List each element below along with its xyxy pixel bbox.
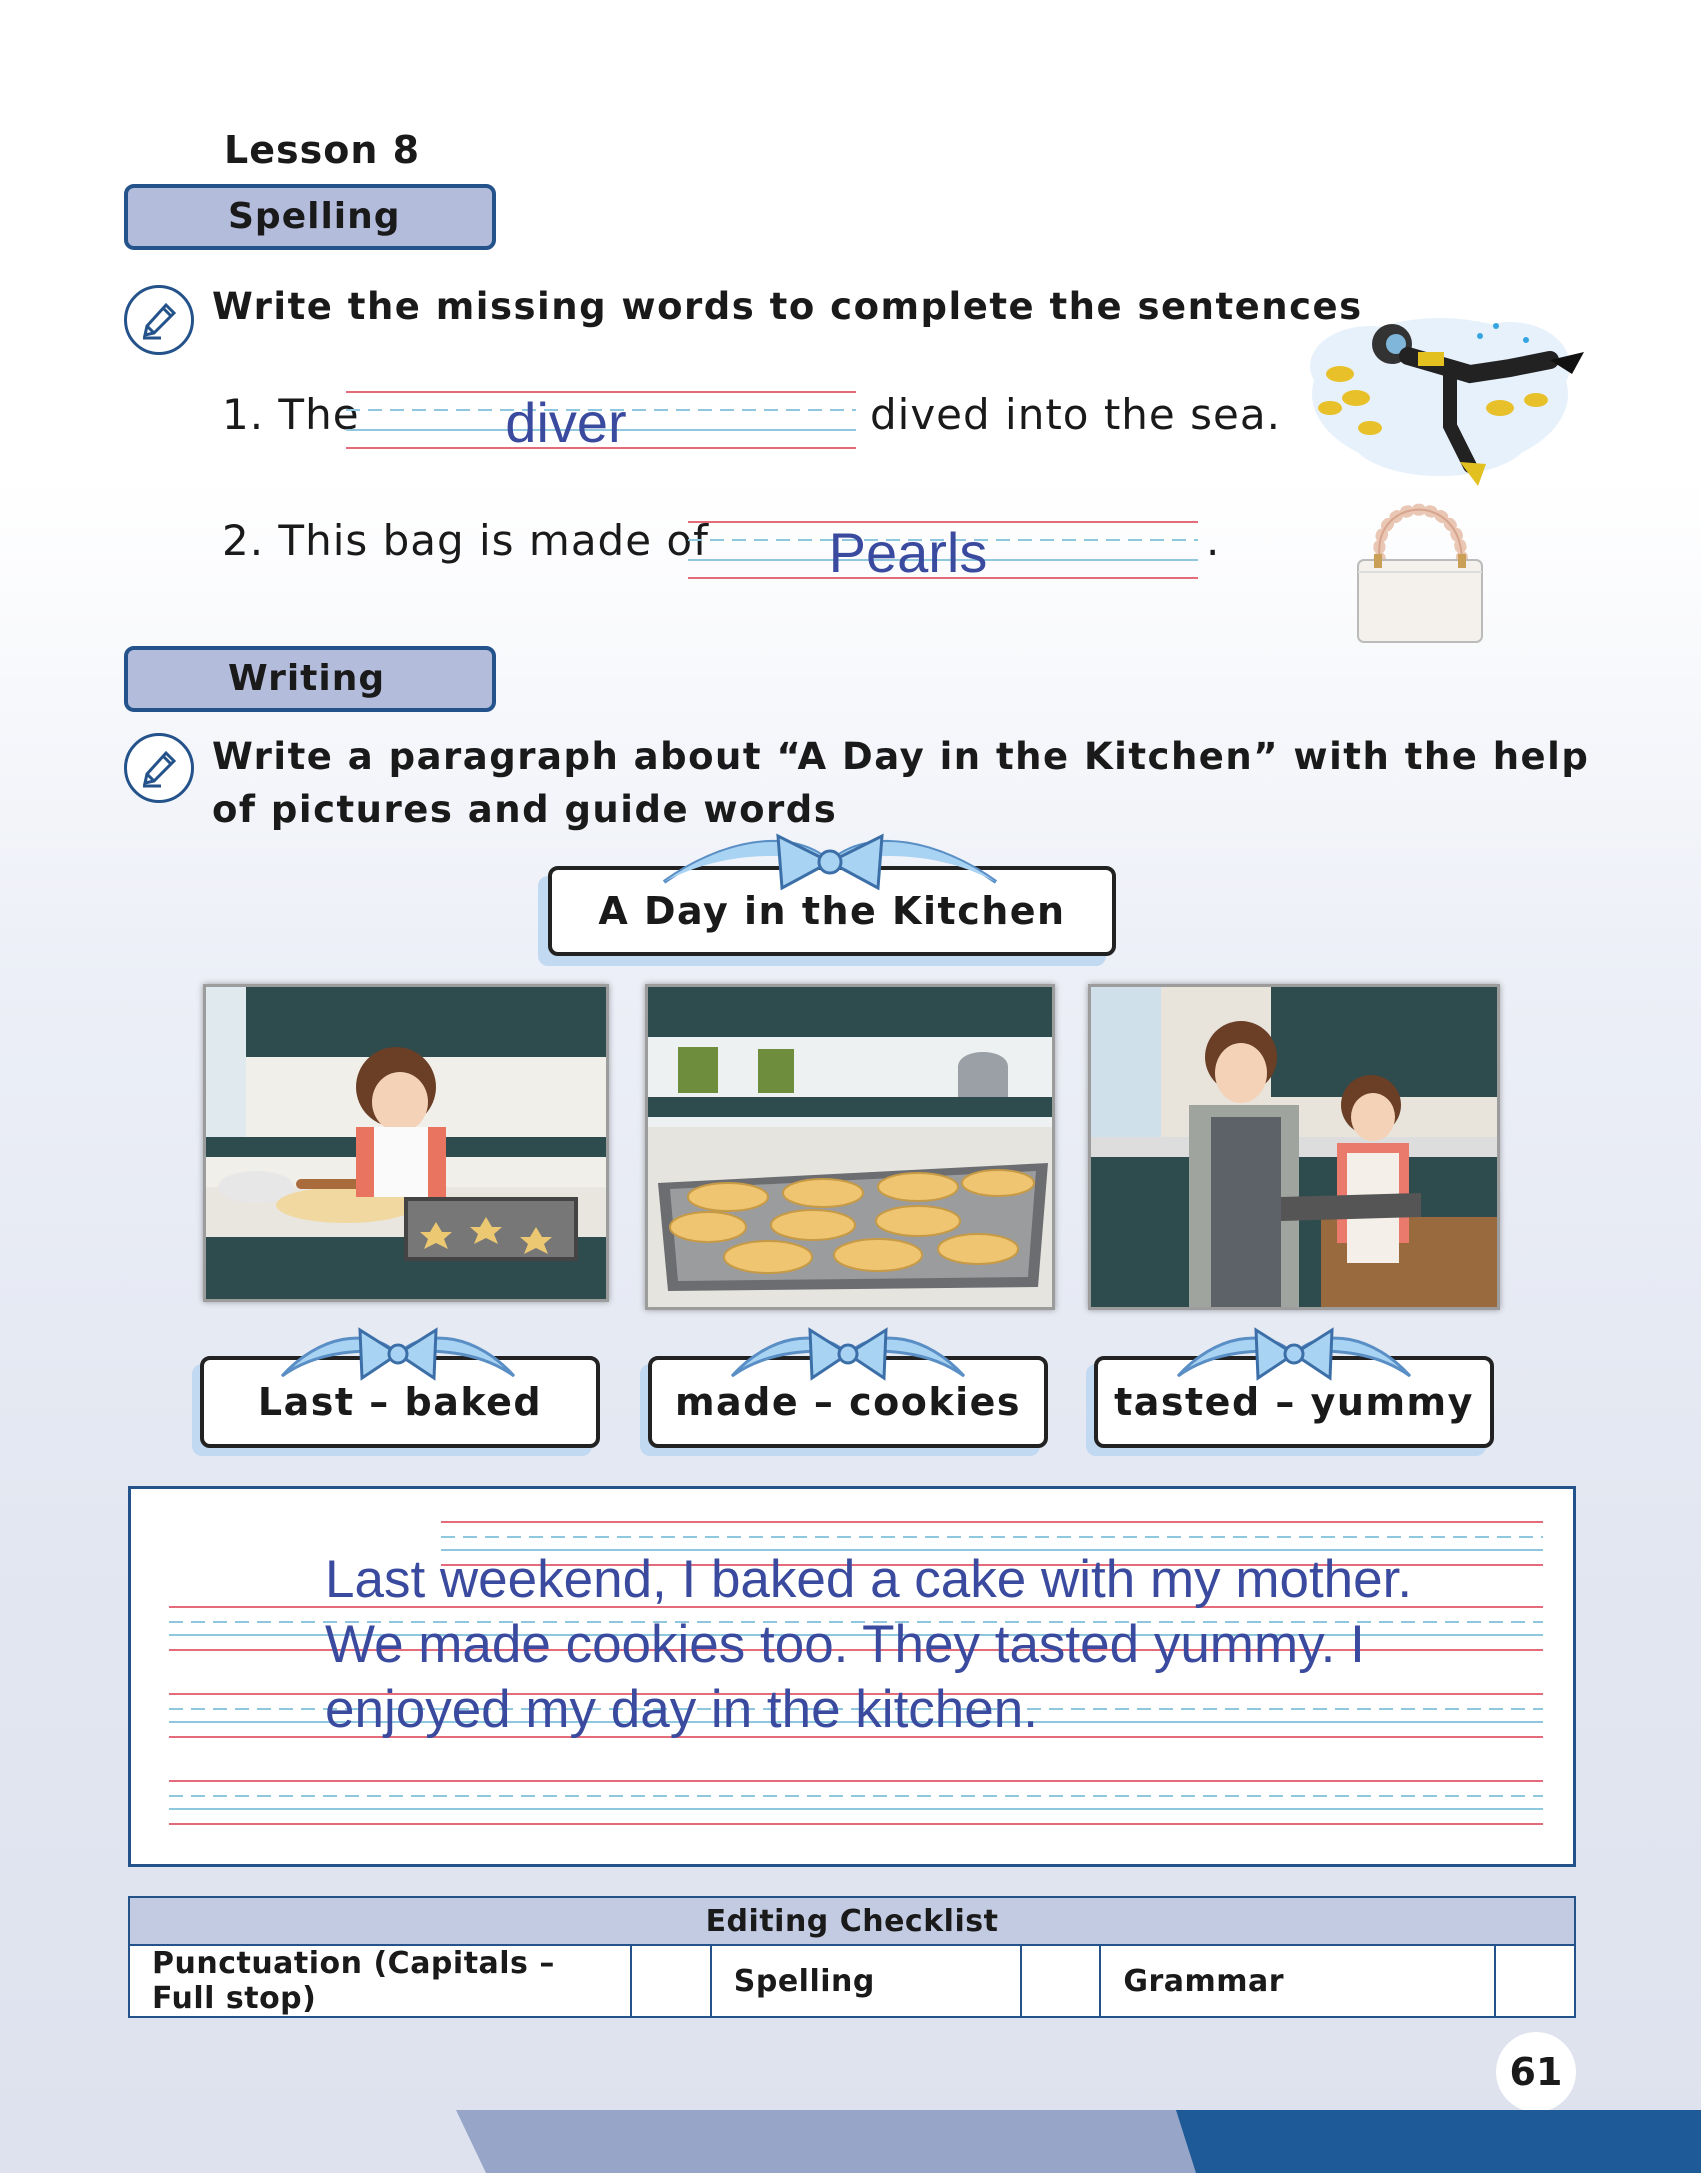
kitchen-picture-cookies-tray — [645, 984, 1055, 1310]
sentence-2-start: 2. This bag is made of — [222, 516, 709, 565]
paragraph-writing-area[interactable] — [128, 1486, 1576, 1867]
editing-checklist — [128, 1896, 1576, 2018]
writing-instruction: Write a paragraph about “A Day in the Kitchen” with the help of pictures and guide words — [212, 735, 1590, 831]
kitchen-picture-tasting — [1088, 984, 1500, 1310]
pearl-bag-illustration — [1350, 488, 1490, 648]
spelling-section-tab: Spelling — [124, 184, 496, 250]
checklist-title: Editing Checklist — [129, 1897, 1575, 1945]
diver-illustration — [1300, 296, 1590, 490]
bow-icon — [278, 1326, 518, 1384]
pencil-icon — [124, 285, 194, 355]
guide-word-box-1: Last – baked — [200, 1356, 600, 1448]
bow-icon — [660, 832, 1000, 892]
answer-line-2: We made cookies too. They tasted yummy. I — [325, 1615, 1365, 1674]
spelling-instruction: Write the missing words to complete the sentences — [212, 285, 1363, 328]
checklist-checkbox-spelling[interactable] — [1021, 1945, 1100, 2017]
sentence-1-answer[interactable]: diver — [505, 391, 627, 454]
bow-icon — [728, 1326, 968, 1384]
lesson-title: Lesson 8 — [224, 128, 421, 172]
guide-word-box-3: tasted – yummy — [1094, 1356, 1494, 1448]
answer-line-3: enjoyed my day in the kitchen. — [325, 1680, 1038, 1739]
checklist-checkbox-punctuation[interactable] — [631, 1945, 710, 2017]
checklist-item-spelling: Spelling — [711, 1945, 1021, 2017]
page-number: 61 — [1496, 2032, 1576, 2112]
sentence-1-end: dived into the sea. — [870, 390, 1281, 439]
kitchen-picture-rolling-dough — [203, 984, 609, 1302]
sentence-2-end: . — [1206, 516, 1221, 565]
footer-band — [0, 2110, 1701, 2173]
answer-line-1: Last weekend, I baked a cake with my mother. — [325, 1550, 1413, 1609]
checklist-item-punctuation: Punctuation (Capitals – Full stop) — [129, 1945, 631, 2017]
paragraph-title-box: A Day in the Kitchen — [548, 866, 1116, 956]
guide-word-box-2: made – cookies — [648, 1356, 1048, 1448]
checklist-item-grammar: Grammar — [1100, 1945, 1495, 2017]
sentence-1-start: 1. The — [222, 390, 360, 439]
writing-section-tab: Writing — [124, 646, 496, 712]
bow-icon — [1174, 1326, 1414, 1384]
sentence-2-answer[interactable]: Pearls — [828, 521, 988, 584]
checklist-checkbox-grammar[interactable] — [1495, 1945, 1575, 2017]
pencil-icon — [124, 733, 194, 803]
